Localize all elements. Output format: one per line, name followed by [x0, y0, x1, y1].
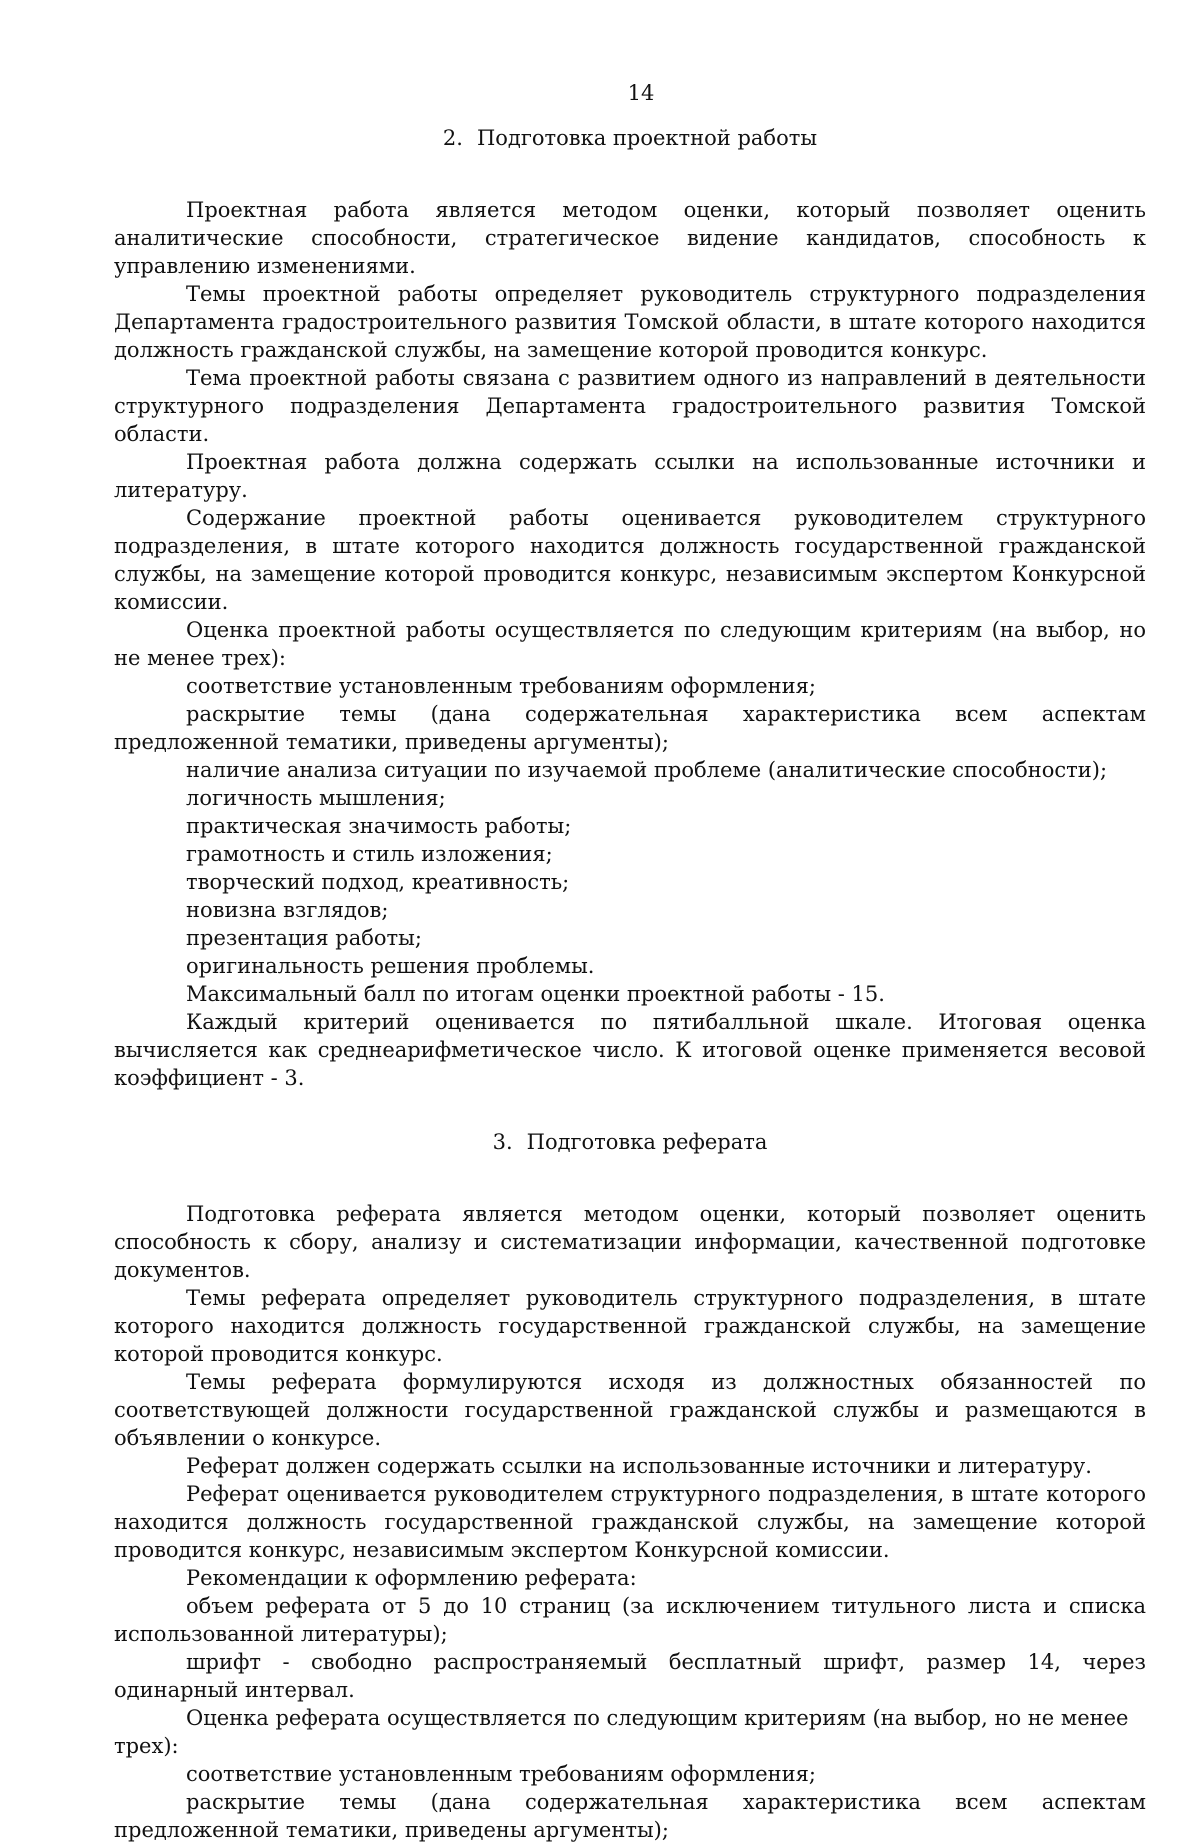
paragraph: Каждый критерий оценивается по пятибалльной шкале. Итоговая оценка вычисляется как среднеарифметическое число. К итоговой оценке применяется весовой коэффициент - 3. [114, 1010, 1146, 1090]
paragraph: Рекомендации к оформлению реферата: [186, 1566, 637, 1590]
paragraph: Реферат оценивается руководителем структурного подразделения, в штате которого находится должность государственной гражданской службы, на замещение которой проводится конкурс, независимым экспертом Конкурсной комиссии. [114, 1482, 1146, 1562]
paragraph: Подготовка реферата является методом оценки, который позволяет оценить способность к сбору, анализу и систематизации информации, качественной подготовке документов. [114, 1202, 1146, 1282]
paragraph: Оценка реферата осуществляется по следующим критериям (на выбор, но не менее трех): [114, 1706, 1129, 1758]
paragraph: Темы реферата формулируются исходя из должностных обязанностей по соответствующей должности государственной гражданской службы и размещаются в объявлении о конкурсе. [114, 1370, 1146, 1450]
criteria-item: презентация работы; [186, 926, 422, 950]
criteria-item: новизна взглядов; [186, 898, 389, 922]
criteria-item: практическая значимость работы; [186, 814, 572, 838]
criteria-item: грамотность и стиль изложения; [186, 842, 553, 866]
paragraph: Содержание проектной работы оценивается руководителем структурного подразделения, в штате которого находится должность государственной гражданской службы, на замещение которой проводится конкурс, независимым экспертом Конкурсной комиссии. [114, 506, 1146, 614]
criteria-item: оригинальность решения проблемы. [186, 954, 595, 978]
paragraph: Проектная работа должна содержать ссылки на использованные источники и литературу. [114, 450, 1146, 502]
paragraph: Максимальный балл по итогам оценки проектной работы - 15. [186, 982, 885, 1006]
section-number: 2. [442, 126, 463, 150]
criteria-item: раскрытие темы (дана содержательная характеристика всем аспектам предложенной тематики, приведены аргументы); [114, 702, 1146, 754]
paragraph: объем реферата от 5 до 10 страниц (за исключением титульного листа и списка использованной литературы); [114, 1594, 1146, 1646]
criteria-item: соответствие установленным требованиям оформления; [186, 1762, 816, 1786]
document-page [114, 70, 1146, 1844]
section-heading-essay [114, 1128, 1146, 1156]
criteria-item: логичность мышления; [186, 786, 446, 810]
page-number: 14 [627, 81, 655, 105]
criteria-item: раскрытие темы (дана содержательная характеристика всем аспектам предложенной тематики, приведены аргументы); [114, 1790, 1146, 1842]
paragraph: Темы проектной работы определяет руководитель структурного подразделения Департамента градостроительного развития Томской области, в штате которого находится должность гражданской службы, на замещение которой проводится конкурс. [114, 282, 1146, 362]
paragraph: Проектная работа является методом оценки, который позволяет оценить аналитические способности, стратегическое видение кандидатов, способность к управлению изменениями. [114, 198, 1146, 278]
paragraph: шрифт - свободно распространяемый бесплатный шрифт, размер 14, через одинарный интервал. [114, 1650, 1146, 1702]
paragraph: Реферат должен содержать ссылки на использованные источники и литературу. [186, 1454, 1092, 1478]
paragraph: Тема проектной работы связана с развитием одного из направлений в деятельности структурного подразделения Департамента градостроительного развития Томской области. [114, 366, 1146, 446]
section-title: Подготовка проектной работы [476, 126, 818, 150]
paragraph: Темы реферата определяет руководитель структурного подразделения, в штате которого находится должность государственной гражданской службы, на замещение которой проводится конкурс. [114, 1286, 1146, 1366]
criteria-item: наличие анализа ситуации по изучаемой проблеме (аналитические способности); [186, 758, 1108, 782]
section-number: 3. [492, 1130, 513, 1154]
paragraph: Оценка проектной работы осуществляется по следующим критериям (на выбор, но не менее трех): [114, 618, 1146, 670]
criteria-item: творческий подход, креативность; [186, 870, 570, 894]
section-title: Подготовка реферата [526, 1130, 768, 1154]
criteria-item: соответствие установленным требованиям оформления; [186, 674, 816, 698]
section-heading-project-work [114, 124, 1146, 152]
